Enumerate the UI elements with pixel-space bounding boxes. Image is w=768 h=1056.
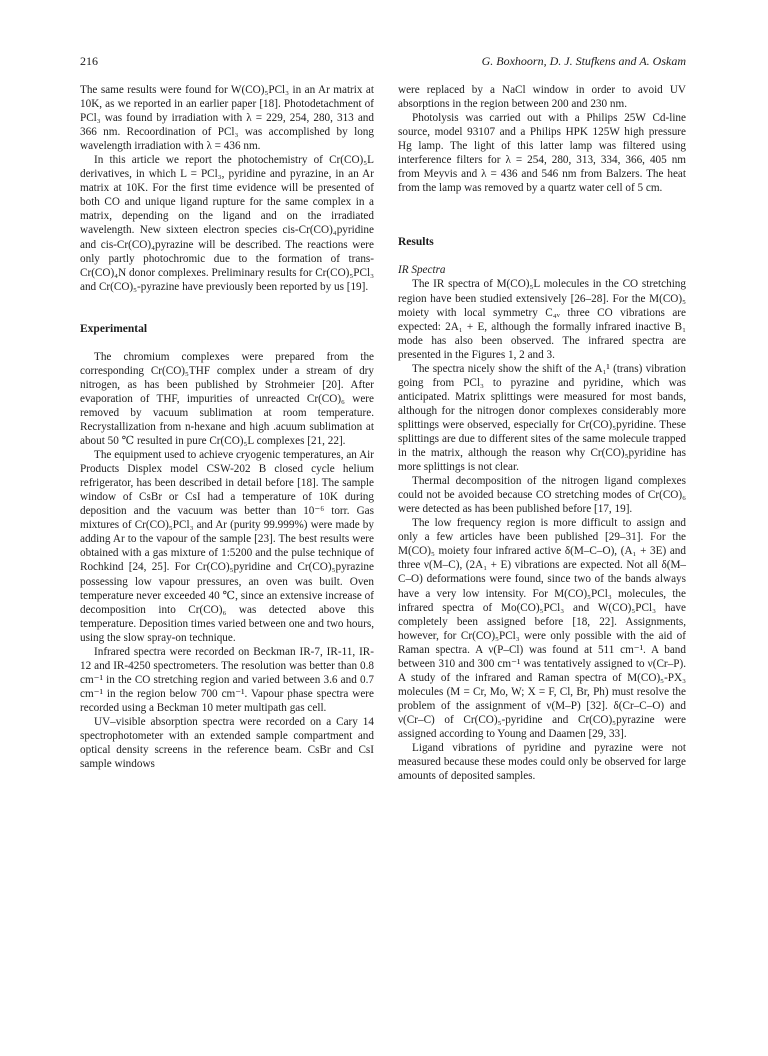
paragraph: Photolysis was carried out with a Philips 25W Cd-line source, model 93107 and a Philips HPK 125W high pressure Hg lamp. The light of this latter lamp was filtered using interference filters for λ = 254, 280, 313, 334, 366, 405 nm from Meyvis and λ = 436 and 546 nm from Balzers. The heat from the lamp was removed by a quartz water cell of 5 cm. [398, 112, 686, 195]
paragraph: Thermal decomposition of the nitrogen ligand complexes could not be avoided because CO stretching modes of Cr(CO)₆ were detected as has been published before [17, 19]. [398, 475, 686, 516]
running-head-authors: G. Boxhoorn, D. J. Stufkens and A. Oskam [481, 54, 686, 68]
paragraph: UV–visible absorption spectra were recorded on a Cary 14 spectrophotometer with an extended sample compartment and optical density screens in the reference beam. CsBr and CsI sample windows [80, 715, 374, 771]
paragraph: The IR spectra of M(CO)₅L molecules in the CO stretching region have been studied extensively [26–28]. For the M(CO)₅ moiety with local symmetry C₄ᵥ three CO vibrations are expected: 2A₁ + E, although the formally infrared inactive B₁ mode has also been observed. The infrared spectra are presented in the Figures 1, 2 and 3. [398, 278, 686, 361]
paragraph: The same results were found for W(CO)₅PCl₃ in an Ar matrix at 10K, as we reported in an earlier paper [18]. Photodetachment of PCl₃ was found by irradiation with λ = 229, 254, 280, 313 and 366 nm. Recoordination of PCl₃ was accomplished by long wavelength irradiation with λ = 436 nm. [80, 84, 374, 153]
paragraph: were replaced by a NaCl window in order to avoid UV absorptions in the region between 200 and 230 nm. [398, 84, 686, 111]
right-column [398, 83, 686, 783]
paragraph: The chromium complexes were prepared from the corresponding Cr(CO)₅THF complex under a stream of dry nitrogen, as has been published by Strohmeier [20]. After evaporation of THF, impurities of unreacted Cr(CO)₆ were removed by vacuum sublimation at room temperature. Recrystallization from n-hexane and high .acuum sublimation at about 50 ℃ resulted in pure Cr(CO)₅L complexes [21, 22]. [80, 350, 374, 448]
section-heading-results: Results [398, 236, 434, 249]
paragraph: Infrared spectra were recorded on Beckman IR-7, IR-11, IR-12 and IR-4250 spectrometers. The resolution was better than 0.8 cm⁻¹ in the CO stretching region and varied between 3.6 and 0.7 cm⁻¹ in the region below 700 cm⁻¹. Vapour phase spectra were recorded using a Beckman 10 meter multipath gas cell. [80, 645, 374, 714]
paragraph: The equipment used to achieve cryogenic temperatures, an Air Products Displex model CSW-202 B closed cycle helium refrigerator, has been described in detail before [18]. The sample window of CsBr or CsI had a temperature of 10K during deposition and the vacuum was better than 10⁻⁶ torr. Gas mixtures of Cr(CO)₅PCl₃ and Ar (purity 99.999%) were made by adding Ar to the vapour of the sample [23]. The best results were obtained with a gas mixture of 1:5200 and the pulse technique of Rochkind [24, 25]. For Cr(CO)₅pyridine and Cr(CO)₅pyrazine possessing low vapour pressures, an oven was built. Oven temperature never exceeded 40 ℃, since an extensive increase of decomposition into Cr(CO)₆ was detected above this temperature. Deposition times varied between one and two hours, using the slow spray-on technique. [80, 449, 374, 644]
page-number: 216 [80, 54, 98, 68]
paragraph: Ligand vibrations of pyridine and pyrazine were not measured because these modes could only be observed for large amounts of deposited samples. [398, 742, 686, 783]
paragraph: The spectra nicely show the shift of the A₁¹ (trans) vibration going from PCl₃ to pyrazine and pyridine, which was anticipated. Matrix splittings were measured for most bands, although for the nitrogen donor complexes considerably more splittings were observed, especially for Cr(CO)₅pyridine. These splittings are due to different sites of the same molecule trapped in the matrix, although the reason why Cr(CO)₅pyridine has more splittings is not clear. [398, 362, 686, 474]
paragraph: The low frequency region is more difficult to assign and only a few articles have been published [29–31]. For the M(CO)₅ moiety four infrared active δ(M–C–O), (A₁ + 3E) and three ν(M–C), (2A₁ + E) vibrations are expected. Not all δ(M–C–O) deformations were found, since two of the bands always have a very low intensity. For M(CO)₅PCl₃ molecules, the infrared spectra of Mo(CO)₅PCl₃ and W(CO)₅PCl₃ have completely been assigned before [18, 22]. Assignments, however, for Cr(CO)₅PCl₃ were only possible with the aid of Raman spectra. A ν(P–Cl) was found at 511 cm⁻¹. A band between 310 and 300 cm⁻¹ was tentatively assigned to ν(Cr–P). A study of the infrared and Raman spectra of M(CO)₅-PX₃ molecules (M = Cr, Mo, W; X = F, Cl, Br, Ph) must resolve the problem of the assignment of ν(M–P) [32]. δ(Cr–C–O) and ν(Cr–C) of Cr(CO)₅-pyridine and Cr(CO)₅pyrazine were assigned according to Young and Daamen [29, 33]. [398, 517, 686, 740]
left-column [80, 83, 374, 771]
subsection-heading-ir-spectra: IR Spectra [398, 264, 446, 277]
section-heading-experimental: Experimental [80, 322, 148, 335]
page-header [80, 54, 686, 72]
paragraph: In this article we report the photochemistry of Cr(CO)₅L derivatives, in which L = PCl₃, pyridine and pyrazine, in an Ar matrix at 10K. For the first time evidence will be presented of both CO and unique ligand rupture for the same complex in a matrix, depending on the ligand and on the irradiated wavelength. New sixteen electron species cis-Cr(CO)₄pyridine and cis-Cr(CO)₄pyrazine will be described. The reactions were only partly photochromic due to the formation of trans-Cr(CO)₄N donor complexes. Preliminary results for Cr(CO)₅PCl₃ and Cr(CO)₅-pyrazine have previously been reported by us [19]. [80, 154, 374, 293]
